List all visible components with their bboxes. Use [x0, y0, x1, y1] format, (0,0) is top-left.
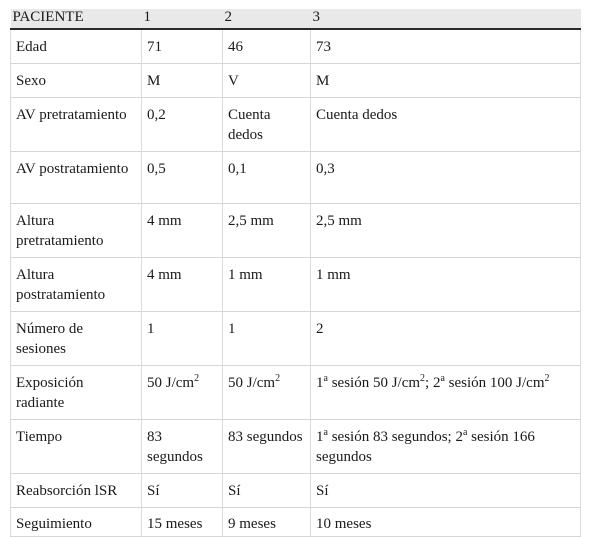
cell-patient-2: Cuenta dedos — [223, 98, 311, 152]
cell-patient-3: 1$^a$ sesión 83 segundos; 2$^a$ sesión 166 segundos — [311, 420, 581, 474]
table-row — [11, 312, 581, 366]
superscript: 2 — [194, 373, 200, 384]
superscript: a — [323, 373, 328, 384]
header-cell-patient-1: 1 — [142, 9, 223, 29]
cell-patient-2: 2,5 mm — [223, 204, 311, 258]
cell-patient-3: M — [311, 64, 581, 98]
cell-patient-2: 50 $J/cm^2$ — [223, 366, 311, 420]
table-row — [11, 258, 581, 312]
superscript: 2 — [275, 373, 281, 384]
row-label: AV postratamiento — [11, 152, 142, 204]
table-row — [11, 508, 581, 537]
cell-patient-3: 1$^a$ sesión 50 $J/cm^2$; 2$^a$ sesión 100 $J/cm^2$ — [311, 366, 581, 420]
table-row — [11, 474, 581, 508]
superscript: a — [462, 427, 468, 438]
table-body — [11, 29, 581, 537]
table-row — [11, 366, 581, 420]
superscript: a — [440, 373, 445, 384]
superscript: a — [323, 427, 328, 438]
patient-table-container — [10, 9, 580, 537]
cell-patient-3: 10 meses — [311, 508, 581, 537]
cell-patient-3: Cuenta dedos — [311, 98, 581, 152]
cell-patient-1: 1 — [142, 312, 223, 366]
table-row — [11, 98, 581, 152]
cell-patient-1: 71 — [142, 29, 223, 64]
cell-patient-2: 46 — [223, 29, 311, 64]
cell-patient-1: 4 mm — [142, 204, 223, 258]
row-label: Edad — [11, 29, 142, 64]
superscript: 2 — [420, 373, 426, 384]
header-cell-patient-2: 2 — [223, 9, 311, 29]
cell-patient-2: 1 mm — [223, 258, 311, 312]
table-header — [11, 9, 581, 29]
cell-patient-1: 15 meses — [142, 508, 223, 537]
table-row — [11, 64, 581, 98]
patient-data-table — [10, 9, 581, 537]
cell-patient-1: 50 $J/cm^2$ — [142, 366, 223, 420]
table-row — [11, 29, 581, 64]
row-label: Altura pretratamiento — [11, 204, 142, 258]
cell-patient-1: 0,5 — [142, 152, 223, 204]
cell-patient-2: V — [223, 64, 311, 98]
superscript: 2 — [544, 373, 550, 384]
cell-patient-2: Sí — [223, 474, 311, 508]
cell-patient-3: 73 — [311, 29, 581, 64]
cell-patient-2: 83 segundos — [223, 420, 311, 474]
cell-patient-1: 4 mm — [142, 258, 223, 312]
cell-patient-3: 0,3 — [311, 152, 581, 204]
cell-patient-2: 1 — [223, 312, 311, 366]
row-label: Número de sesiones — [11, 312, 142, 366]
row-label: Sexo — [11, 64, 142, 98]
cell-patient-3: 2,5 mm — [311, 204, 581, 258]
cell-patient-2: 9 meses — [223, 508, 311, 537]
cell-patient-1: 83 segundos — [142, 420, 223, 474]
header-cell-paciente: PACIENTE — [11, 9, 142, 29]
row-label: Exposición radiante — [11, 366, 142, 420]
table-row — [11, 420, 581, 474]
cell-patient-3: 1 mm — [311, 258, 581, 312]
cell-patient-3: 2 — [311, 312, 581, 366]
row-label: Seguimiento — [11, 508, 142, 537]
row-label: Tiempo — [11, 420, 142, 474]
row-label: Altura postratamiento — [11, 258, 142, 312]
table-row — [11, 204, 581, 258]
header-cell-patient-3: 3 — [311, 9, 581, 29]
cell-patient-1: 0,2 — [142, 98, 223, 152]
cell-patient-2: 0,1 — [223, 152, 311, 204]
cell-patient-1: Sí — [142, 474, 223, 508]
header-row — [11, 9, 581, 29]
row-label: AV pretratamiento — [11, 98, 142, 152]
table-row — [11, 152, 581, 204]
cell-patient-1: M — [142, 64, 223, 98]
row-label: Reabsorción lSR — [11, 474, 142, 508]
cell-patient-3: Sí — [311, 474, 581, 508]
